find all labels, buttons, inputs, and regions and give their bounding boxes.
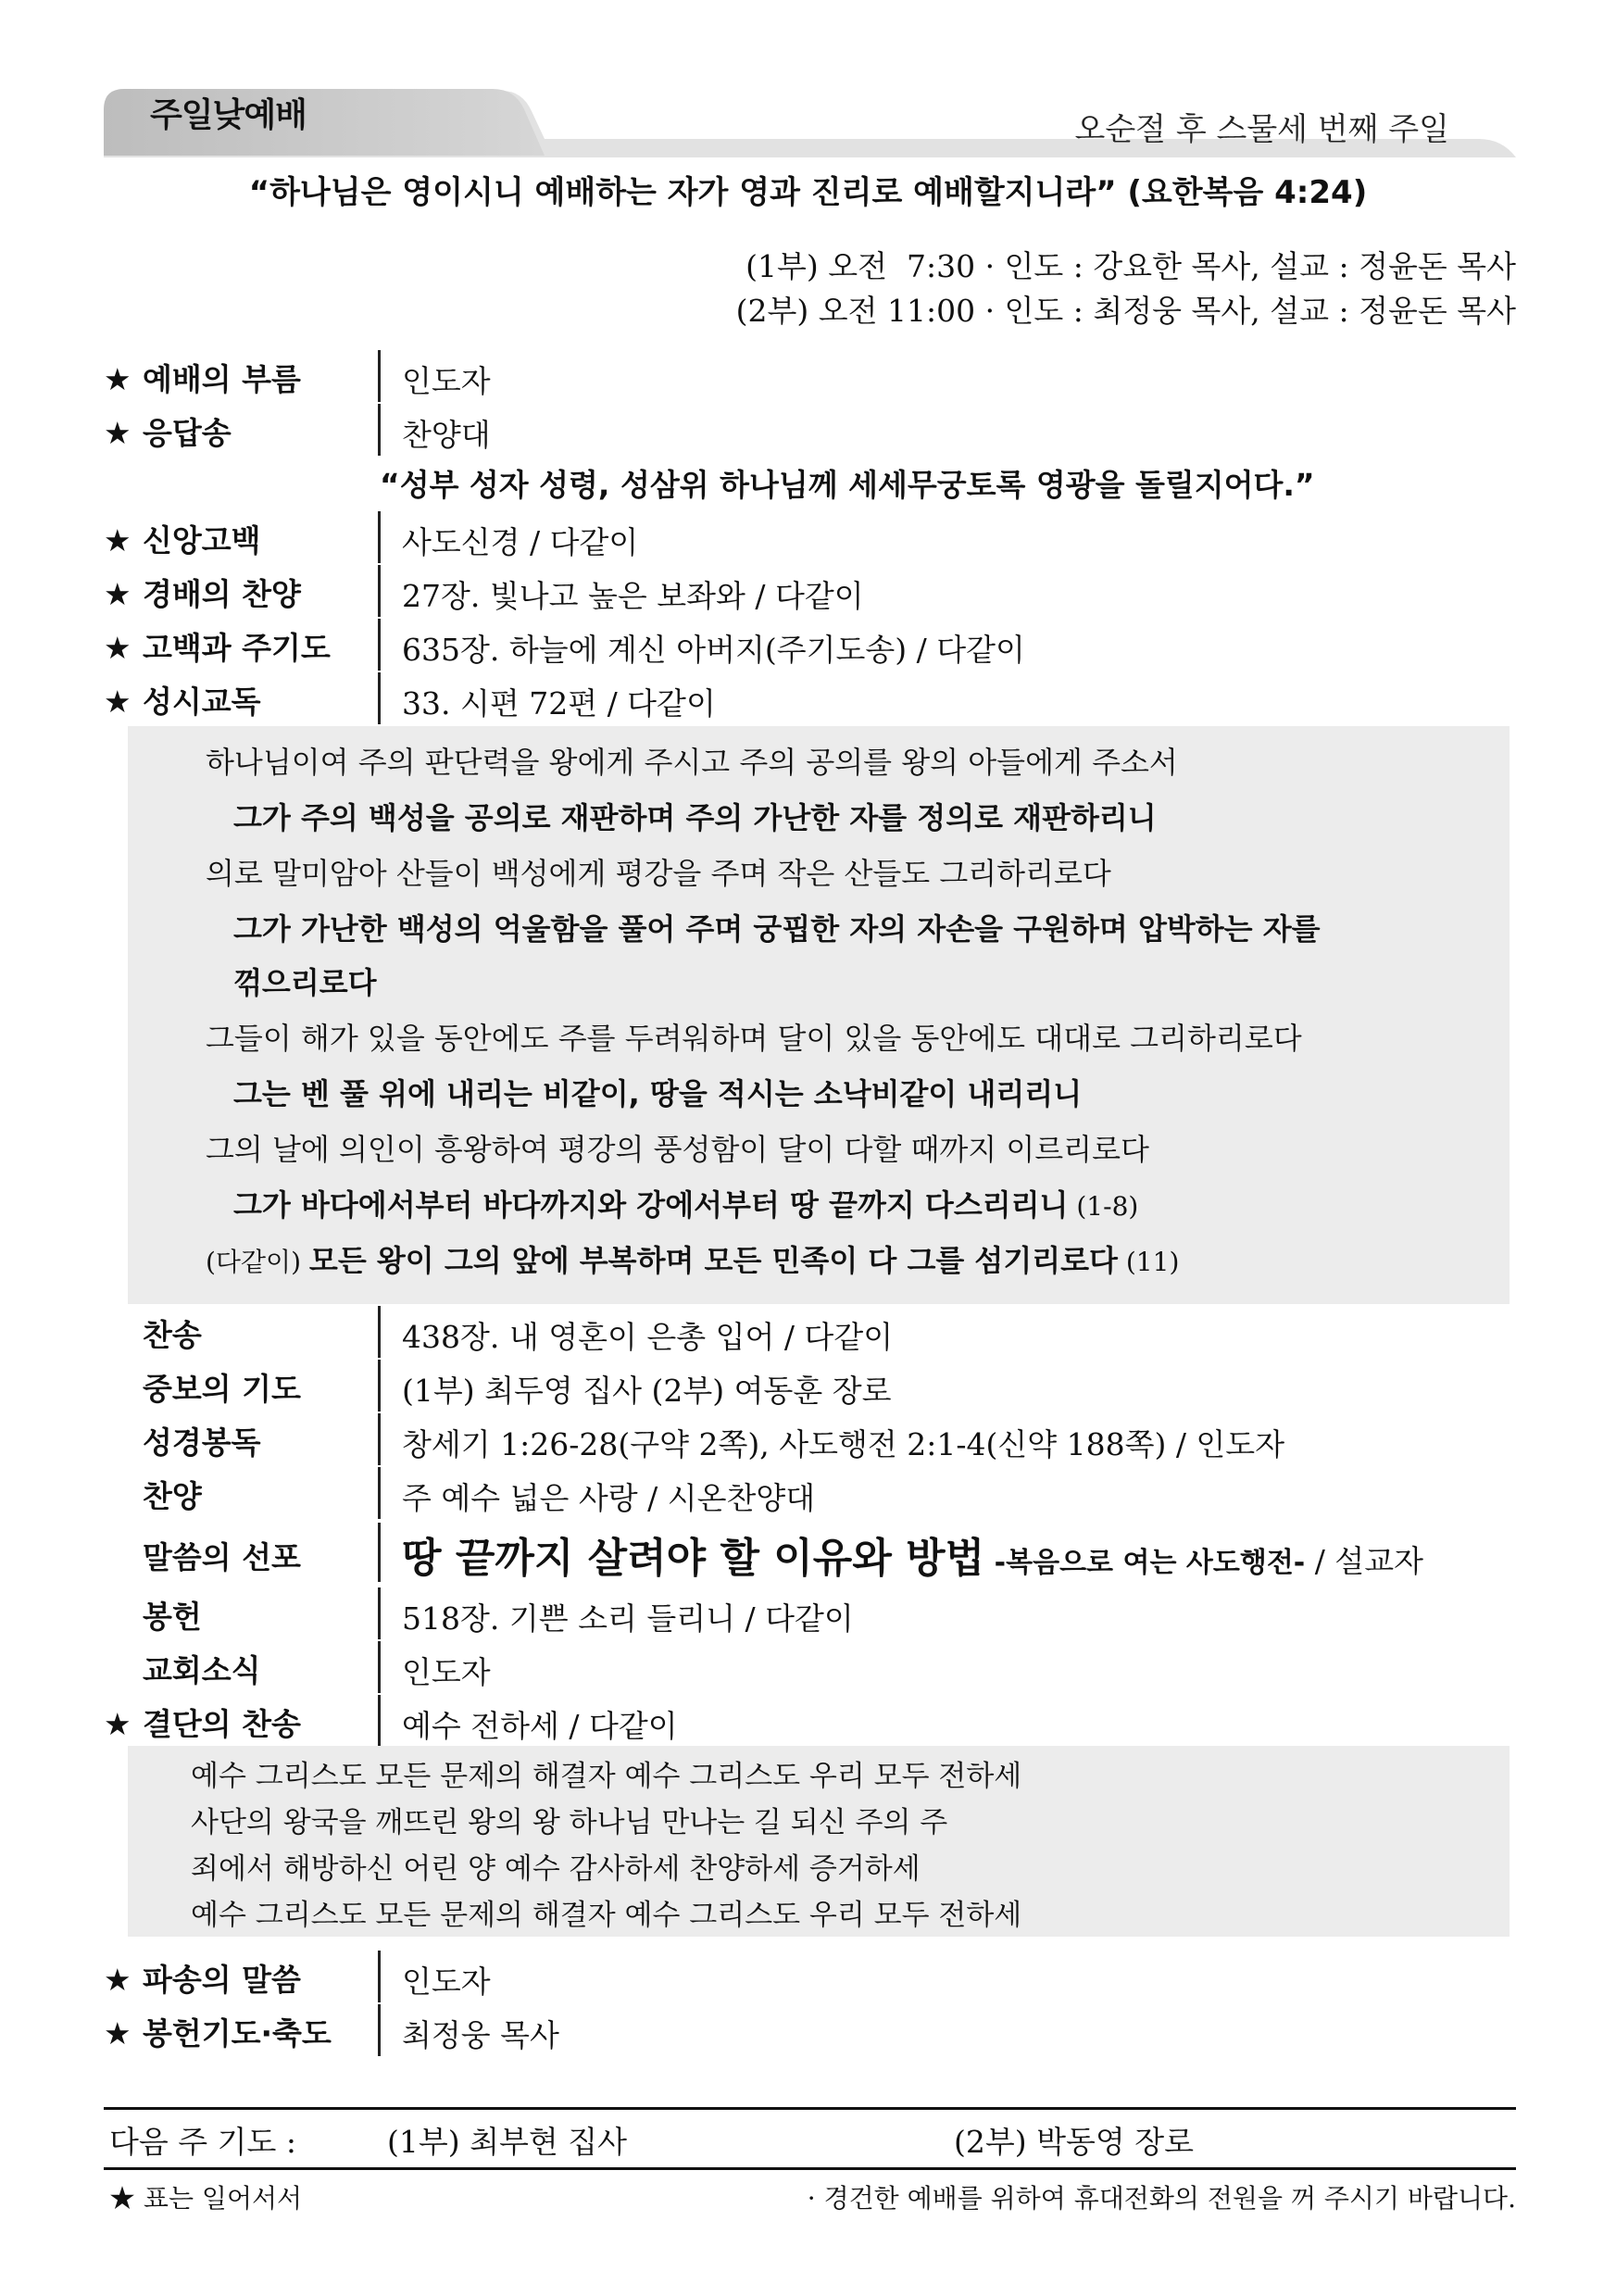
divider bbox=[378, 1523, 381, 1582]
lyric-line: 죄에서 해방하신 어린 양 예수 감사하세 찬양하세 증거하세 bbox=[191, 1852, 921, 1886]
order-row bbox=[104, 1641, 1530, 1693]
stand-star: ★ bbox=[104, 684, 132, 720]
reading-text: 모든 왕이 그의 앞에 부복하며 모든 민족이 다 그를 섬기리로다 bbox=[308, 1243, 1118, 1278]
order-value: 635장. 하늘에 계신 아버지(주기도송) / 다같이 bbox=[402, 632, 1025, 668]
order-label: 봉헌기도·축도 bbox=[143, 2015, 332, 2051]
order-value: 찬양대 bbox=[402, 417, 491, 453]
divider bbox=[378, 1587, 381, 1639]
order-row bbox=[104, 619, 1530, 671]
order-label: 예배의 부름 bbox=[143, 361, 301, 397]
reading-line: 의로 말미암아 산들이 백성에게 평강을 주며 작은 산들도 그리하리로다 bbox=[206, 856, 1111, 891]
page-title: 주일낮예배 bbox=[150, 96, 307, 134]
order-value: 최정웅 목사 bbox=[402, 2017, 559, 2053]
order-label: 경배의 찬양 bbox=[143, 576, 301, 612]
verse-ref: (11) bbox=[1117, 1247, 1180, 1277]
order-row bbox=[104, 350, 1530, 402]
order-row bbox=[104, 1306, 1530, 1358]
reading-line: 그는 벤 풀 위에 내리는 비같이, 땅을 적시는 소낙비같이 내리리니 bbox=[233, 1076, 1083, 1111]
sermon-subtitle: -복음으로 여는 사도행전- bbox=[994, 1547, 1306, 1579]
order-value: 인도자 bbox=[402, 1654, 491, 1690]
divider bbox=[378, 1413, 381, 1465]
order-label: 성경봉독 bbox=[143, 1424, 261, 1461]
divider bbox=[378, 1951, 381, 2002]
all-prefix: (다같이) bbox=[206, 1247, 309, 1277]
reading-text: 그가 바다에서부터 바다까지와 강에서부터 땅 끝까지 다스리리니 bbox=[233, 1187, 1069, 1223]
divider bbox=[378, 2004, 381, 2056]
stand-star: ★ bbox=[104, 630, 132, 666]
reading-line: 하나님이여 주의 판단력을 왕에게 주시고 주의 공의를 왕의 아들에게 주소서 bbox=[206, 745, 1178, 780]
order-value: 438장. 내 영혼이 은총 입어 / 다같이 bbox=[402, 1319, 894, 1355]
order-label: 찬양 bbox=[143, 1478, 202, 1514]
order-label: 봉헌 bbox=[143, 1599, 202, 1635]
order-row bbox=[104, 565, 1530, 617]
divider bbox=[378, 511, 381, 563]
divider bbox=[378, 1641, 381, 1693]
order-row bbox=[104, 1413, 1530, 1465]
order-row bbox=[104, 1467, 1530, 1519]
reading-line: 그가 가난한 백성의 억울함을 풀어 주며 궁핍한 자의 자손을 구원하며 압박하는 자를 bbox=[233, 911, 1321, 947]
stand-star: ★ bbox=[104, 415, 132, 451]
footer-divider bbox=[104, 2107, 1516, 2110]
reading-line-all bbox=[206, 1237, 1179, 1280]
sermon-suffix: / 설교자 bbox=[1305, 1543, 1423, 1579]
stand-star: ★ bbox=[104, 576, 132, 612]
reading-line: 그들이 해가 있을 동안에도 주를 두려워하며 달이 있을 동안에도 대대로 그리하리로다 bbox=[206, 1021, 1302, 1056]
next-prayer-label: 다음 주 기도 : bbox=[109, 2124, 296, 2160]
divider bbox=[378, 1306, 381, 1358]
divider bbox=[378, 404, 381, 456]
next-prayer-1: (1부) 최부현 집사 bbox=[387, 2124, 627, 2160]
doxology: “성부 성자 성령, 성삼위 하나님께 세세무궁토록 영광을 돌릴지어다.” bbox=[380, 467, 1315, 503]
order-row bbox=[104, 1695, 1530, 1747]
reading-line: 그가 주의 백성을 공의로 재판하며 주의 가난한 자를 정의로 재판하리니 bbox=[233, 800, 1157, 835]
stand-star: ★ bbox=[104, 522, 132, 558]
order-value: 창세기 1:26-28(구약 2쪽), 사도행전 2:1-4(신약 188쪽) / 인도자 bbox=[402, 1426, 1285, 1462]
order-label: 응답송 bbox=[143, 415, 232, 451]
sermon-title: 땅 끝까지 살려야 할 이유와 방법 bbox=[402, 1535, 985, 1582]
next-prayer-2: (2부) 박동영 장로 bbox=[954, 2124, 1194, 2160]
order-label: 고백과 주기도 bbox=[143, 630, 331, 666]
lyric-line: 예수 그리스도 모든 문제의 해결자 예수 그리스도 우리 모두 전하세 bbox=[191, 1760, 1022, 1793]
divider bbox=[378, 672, 381, 724]
stand-star: ★ bbox=[104, 361, 132, 397]
divider bbox=[378, 1360, 381, 1411]
verse-ref: (1-8) bbox=[1068, 1191, 1139, 1222]
divider bbox=[378, 1467, 381, 1519]
order-value: 인도자 bbox=[402, 363, 491, 399]
divider bbox=[378, 1695, 381, 1747]
order-row bbox=[104, 1360, 1530, 1411]
stand-star: ★ bbox=[104, 2015, 132, 2051]
stand-star: ★ bbox=[104, 1962, 132, 1998]
divider bbox=[378, 565, 381, 617]
order-row bbox=[104, 1587, 1530, 1639]
lyric-line: 사단의 왕국을 깨뜨린 왕의 왕 하나님 만나는 길 되신 주의 주 bbox=[191, 1806, 948, 1839]
order-label: 중보의 기도 bbox=[143, 1371, 301, 1407]
theme-verse: “하나님은 영이시니 예배하는 자가 영과 진리로 예배할지니라” (요한복음 4:24) bbox=[248, 174, 1368, 211]
order-value: 예수 전하세 / 다같이 bbox=[402, 1708, 678, 1744]
order-value: 27장. 빛나고 높은 보좌와 / 다같이 bbox=[402, 578, 864, 614]
liturgical-week: 오순절 후 스물세 번째 주일 bbox=[1074, 111, 1449, 148]
phone-notice: · 경건한 예배를 위하여 휴대전화의 전원을 꺼 주시기 바랍니다. bbox=[807, 2183, 1516, 2214]
order-label: 파송의 말씀 bbox=[143, 1962, 301, 1998]
divider bbox=[378, 350, 381, 402]
order-value: 주 예수 넓은 사랑 / 시온찬양대 bbox=[402, 1480, 816, 1516]
order-row bbox=[104, 511, 1530, 563]
order-label: 찬송 bbox=[143, 1317, 202, 1353]
stand-star: ★ bbox=[104, 1706, 132, 1742]
reading-line bbox=[233, 1182, 1138, 1224]
order-row-sermon bbox=[104, 1523, 1530, 1582]
order-row bbox=[104, 2004, 1530, 2056]
order-value: 518장. 기쁜 소리 들리니 / 다같이 bbox=[402, 1600, 854, 1637]
order-label: 성시교독 bbox=[143, 684, 261, 720]
order-value: (1부) 최두영 집사 (2부) 여동훈 장로 bbox=[402, 1373, 892, 1409]
order-value: 사도신경 / 다같이 bbox=[402, 524, 639, 560]
divider bbox=[378, 619, 381, 671]
order-row bbox=[104, 404, 1530, 456]
order-label: 신앙고백 bbox=[143, 522, 261, 558]
order-value: 33. 시편 72편 / 다같이 bbox=[402, 685, 716, 721]
order-row bbox=[104, 1951, 1530, 2002]
order-label: 말씀의 선포 bbox=[143, 1539, 301, 1575]
footer-divider bbox=[104, 2167, 1516, 2170]
order-label: 교회소식 bbox=[143, 1652, 261, 1688]
service-info-2: (2부) 오전 11:00 · 인도 : 최정웅 목사, 설교 : 정윤돈 목사 bbox=[735, 293, 1516, 329]
reading-line: 꺾으리로다 bbox=[233, 965, 377, 1000]
sermon-value bbox=[402, 1524, 1423, 1584]
star-legend: ★ 표는 일어서서 bbox=[109, 2183, 303, 2214]
order-value: 인도자 bbox=[402, 1964, 491, 2000]
order-label: 결단의 찬송 bbox=[143, 1706, 301, 1742]
order-row bbox=[104, 672, 1530, 724]
lyric-line: 예수 그리스도 모든 문제의 해결자 예수 그리스도 우리 모두 전하세 bbox=[191, 1899, 1022, 1932]
service-info-1: (1부) 오전 7:30 · 인도 : 강요한 목사, 설교 : 정윤돈 목사 bbox=[745, 248, 1516, 284]
reading-line: 그의 날에 의인이 흥왕하여 평강의 풍성함이 달이 다할 때까지 이르리로다 bbox=[206, 1132, 1149, 1167]
